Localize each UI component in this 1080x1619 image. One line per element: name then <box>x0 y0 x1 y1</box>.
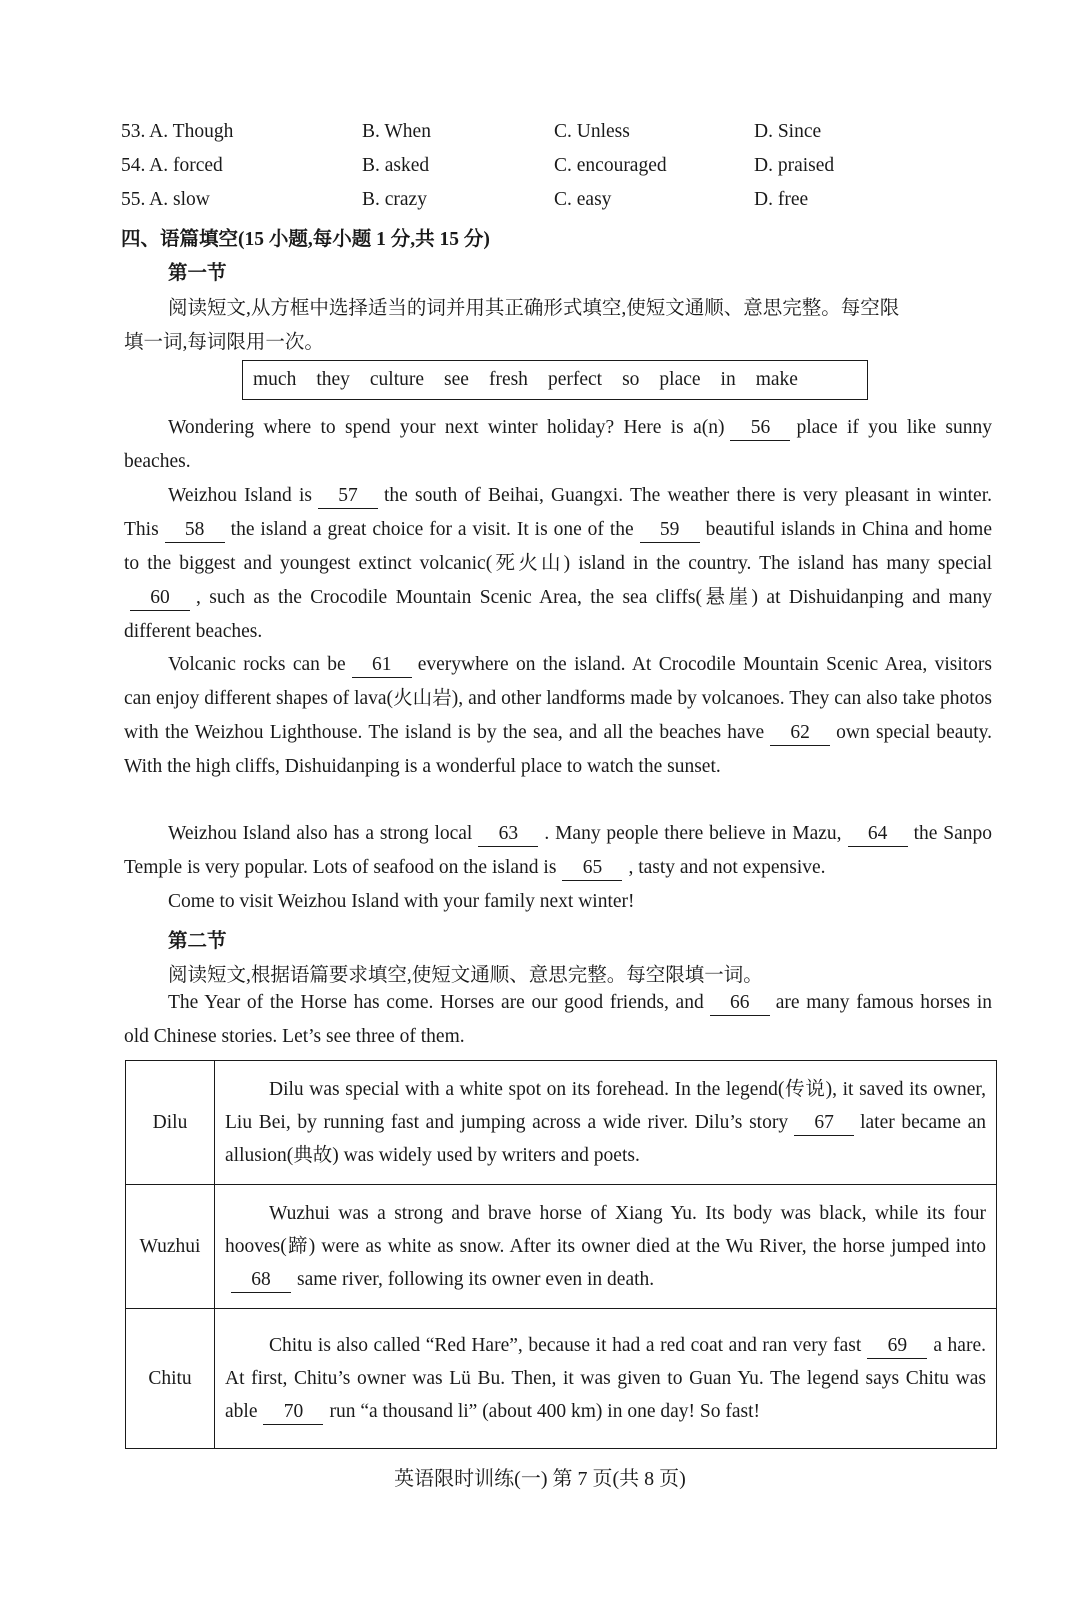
word-item: perfect <box>547 369 603 390</box>
horse-desc-text <box>225 1197 986 1296</box>
option-53-d: D. Since <box>754 121 822 142</box>
word-item: culture <box>369 369 425 390</box>
blank-67[interactable]: 67 <box>794 1111 854 1136</box>
blank-65[interactable]: 65 <box>562 856 622 881</box>
options-row-54 <box>121 155 951 185</box>
option-54-b: B. asked <box>362 155 430 176</box>
part1-instruction-line2: 填一词,每词限用一次。 <box>124 332 324 353</box>
passage-paragraph-1 <box>124 411 992 479</box>
blank-69[interactable]: 69 <box>867 1334 927 1359</box>
paragraph-text: the Sanpo Temple is very popular. Lots of seafood on the island is <box>124 823 992 878</box>
blank-59[interactable]: 59 <box>640 518 700 543</box>
blank-66[interactable]: 66 <box>710 991 770 1016</box>
paragraph-text: Wondering where to spend your next winter holiday? Here is a(n) <box>168 417 725 438</box>
passage-paragraph-4 <box>124 817 992 885</box>
table-row <box>126 1185 997 1309</box>
paragraph-text: Weizhou Island is <box>168 485 312 506</box>
blank-61[interactable]: 61 <box>352 653 412 678</box>
horse-desc-cell <box>215 1309 997 1449</box>
word-item: much <box>253 369 297 390</box>
blank-70[interactable]: 70 <box>263 1400 323 1425</box>
option-53-a: 53. A. Though <box>121 121 234 142</box>
paragraph-text: are many famous horses in old Chinese stories. Let’s see three of them. <box>124 992 992 1047</box>
word-item: in <box>720 369 736 390</box>
paragraph-text: the island a great choice for a visit. It is one of the <box>230 519 634 540</box>
paragraph-text: , tasty and not expensive. <box>628 857 826 878</box>
part1-instruction-line1: 阅读短文,从方框中选择适当的词并用其正确形式填空,使短文通顺、意思完整。每空限 <box>168 298 900 319</box>
part2-intro <box>124 986 992 1054</box>
paragraph-text: place if you like sunny beaches. <box>124 417 992 472</box>
horse-desc-cell <box>215 1061 997 1185</box>
paragraph-text: a hare. At first, Chitu’s owner was Lü Bu. Then, it was given to Guan Yu. The legend says Chitu was able <box>225 1335 986 1422</box>
option-55-a: 55. A. slow <box>121 189 210 210</box>
passage-paragraph-2 <box>124 479 992 649</box>
option-54-a: 54. A. forced <box>121 155 223 176</box>
option-55-c: C. easy <box>554 189 612 210</box>
paragraph-text: the south of Beihai, Guangxi. The weather there is very pleasant in winter. This <box>124 485 993 540</box>
passage-paragraph-5: Come to visit Weizhou Island with your family next winter! <box>168 891 635 912</box>
option-54-d: D. praised <box>754 155 835 176</box>
option-55-b: B. crazy <box>362 189 427 210</box>
paragraph-text: , such as the Crocodile Mountain Scenic Area, the sea cliffs(悬崖) at Dishuidanping and many different beaches. <box>124 587 993 642</box>
blank-64[interactable]: 64 <box>848 822 908 847</box>
blank-56[interactable]: 56 <box>730 416 790 441</box>
passage-paragraph-3 <box>124 648 992 784</box>
blank-68[interactable]: 68 <box>231 1268 291 1293</box>
blank-63[interactable]: 63 <box>478 822 538 847</box>
table-row <box>126 1061 997 1185</box>
paragraph-text: Weizhou Island also has a strong local <box>168 823 473 844</box>
word-item: so <box>622 369 640 390</box>
word-item: make <box>755 369 798 390</box>
horse-table <box>125 1060 997 1449</box>
horse-name-cell: Chitu <box>126 1309 215 1449</box>
paragraph-text: beautiful islands in China and home to the biggest and youngest extinct volcanic(死火山) island in the country. The island has many special <box>124 519 992 574</box>
paragraph-text: . Many people there believe in Mazu, <box>544 823 842 844</box>
options-row-55 <box>121 189 951 219</box>
part2-instruction: 阅读短文,根据语篇要求填空,使短文通顺、意思完整。每空限填一词。 <box>168 965 763 986</box>
blank-60[interactable]: 60 <box>130 586 190 611</box>
option-54-c: C. encouraged <box>554 155 667 176</box>
paragraph-text: The Year of the Horse has come. Horses are our good friends, and <box>168 992 704 1013</box>
paragraph-text: own special beauty. With the high cliffs, Dishuidanping is a wonderful place to watch the sunset. <box>124 722 992 777</box>
part2-title: 第二节 <box>168 931 227 952</box>
part1-title: 第一节 <box>168 263 227 284</box>
horse-desc-cell <box>215 1185 997 1309</box>
paragraph-text: Volcanic rocks can be <box>168 654 346 675</box>
paragraph-text: Dilu was special with a white spot on its forehead. In the legend(传说), it saved its owner, Liu Bei, by running fast and jumping across a wide river. Dilu’s story <box>225 1079 986 1133</box>
option-53-c: C. Unless <box>554 121 630 142</box>
word-item: place <box>659 369 701 390</box>
option-55-d: D. free <box>754 189 809 210</box>
blank-57[interactable]: 57 <box>318 484 378 509</box>
word-item: fresh <box>488 369 528 390</box>
option-53-b: B. When <box>362 121 431 142</box>
options-row-53 <box>121 121 951 151</box>
word-item: see <box>444 369 469 390</box>
section-heading: 四、语篇填空(15 小题,每小题 1 分,共 15 分) <box>121 229 490 250</box>
word-item: they <box>316 369 350 390</box>
paragraph-text: run “a thousand li” (about 400 km) in one day! So fast! <box>329 1401 761 1422</box>
word-box <box>242 360 868 400</box>
paragraph-text: everywhere on the island. At Crocodile Mountain Scenic Area, visitors can enjoy different shapes of lava(火山岩), and other landforms made by volcanoes. They can also take photos with the Weizhou Lighthouse. The island is by the sea, and all the beaches have <box>124 654 993 743</box>
horse-desc-text <box>225 1073 986 1172</box>
blank-62[interactable]: 62 <box>770 721 830 746</box>
horse-desc-text <box>225 1329 986 1428</box>
paragraph-text: Wuzhui was a strong and brave horse of Xiang Yu. Its body was black, while its four hooves(蹄) were as white as snow. After its owner died at the Wu River, the horse jumped into <box>225 1203 986 1257</box>
paragraph-text: later became an allusion(典故) was widely used by writers and poets. <box>225 1112 986 1166</box>
horse-name-cell: Wuzhui <box>126 1185 215 1309</box>
horse-name-cell: Dilu <box>126 1061 215 1185</box>
paragraph-text: same river, following its owner even in death. <box>297 1269 655 1290</box>
blank-58[interactable]: 58 <box>165 518 225 543</box>
table-row <box>126 1309 997 1449</box>
page-footer: 英语限时训练(一) 第 7 页(共 8 页) <box>394 1468 686 1490</box>
paragraph-text: Chitu is also called “Red Hare”, because it had a red coat and ran very fast <box>269 1335 862 1356</box>
